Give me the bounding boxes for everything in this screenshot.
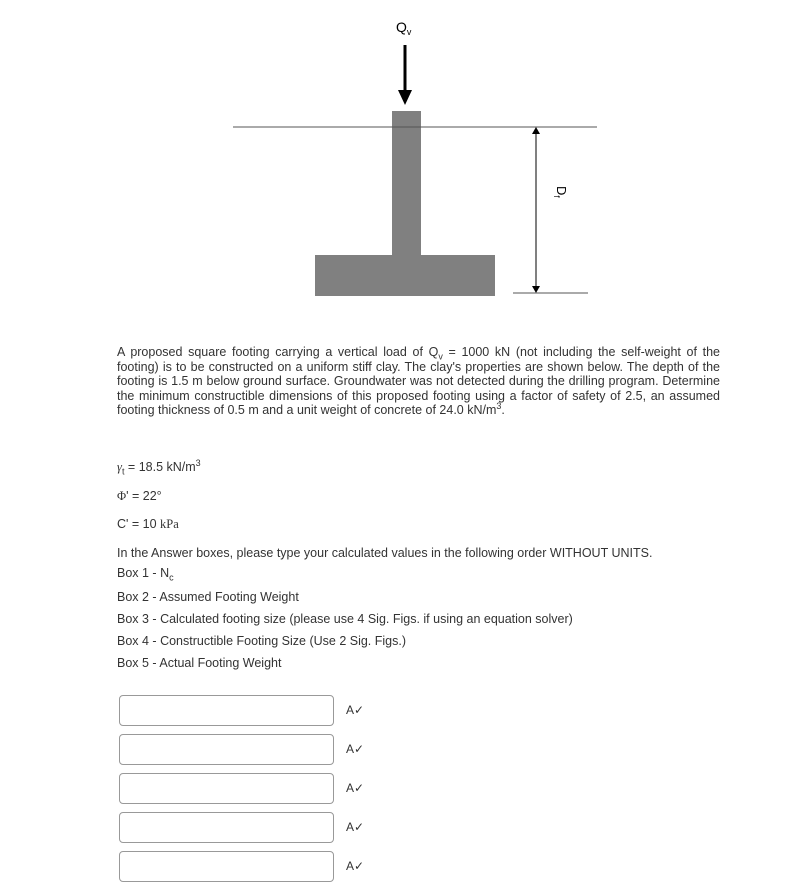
spell-check-icon[interactable]: A✓	[346, 781, 365, 795]
footing-column	[392, 111, 421, 257]
instruction-box-3: Box 3 - Calculated footing size (please use 4 Sig. Figs. if using an equation solver)	[117, 612, 573, 626]
answer-box-3[interactable]	[119, 773, 334, 804]
instruction-box-5: Box 5 - Actual Footing Weight	[117, 656, 282, 670]
answer-box-2[interactable]	[119, 734, 334, 765]
answer-box-1[interactable]	[119, 695, 334, 726]
answer-box-4[interactable]	[119, 812, 334, 843]
footing-base	[315, 255, 495, 296]
answer-box-5[interactable]	[119, 851, 334, 882]
instructions-intro: In the Answer boxes, please type your calculated values in the following order WITHOUT UNITS.	[117, 546, 653, 560]
spell-check-icon[interactable]: A✓	[346, 820, 365, 834]
footing-diagram	[0, 0, 799, 320]
instruction-box-1: Box $1 - N_c$	[117, 566, 174, 583]
problem-statement: A proposed square footing carrying a vertical load of $Q_v = 1000$ kN (not including the self-weight of the footing) is to be constructed on a uniform stiff clay. The clay's properties are shown below. The depth of the footing is 1.5 m below ground surface. Groundwater was not detected during the drilling program. Determine the minimum constructible dimensions of this proposed footing using a factor of safety of 2.5, an assumed footing thickness of 0.5 m and a unit weight of concrete of 24.0 $kN/m^3$.	[117, 345, 721, 417]
cohesion-property: C' = 10 kPa	[117, 517, 179, 531]
depth-label: $D_f$	[552, 186, 569, 198]
friction-angle-property: Φ' = 22°	[117, 489, 162, 503]
load-label: $Q_v$	[396, 19, 412, 37]
load-arrow-head	[398, 90, 412, 105]
spell-check-icon[interactable]: A✓	[346, 742, 365, 756]
depth-arrow-bottom	[532, 286, 540, 293]
unit-weight-property: $\gamma_t = 18.5$ $kN/m^3$	[117, 457, 201, 477]
depth-arrow-top	[532, 127, 540, 134]
instruction-box-4: Box 4 - Constructible Footing Size (Use 2 Sig. Figs.)	[117, 634, 407, 648]
spell-check-icon[interactable]: A✓	[346, 859, 365, 873]
spell-check-icon[interactable]: A✓	[346, 703, 365, 717]
instruction-box-2: Box 2 - Assumed Footing Weight	[117, 590, 299, 604]
